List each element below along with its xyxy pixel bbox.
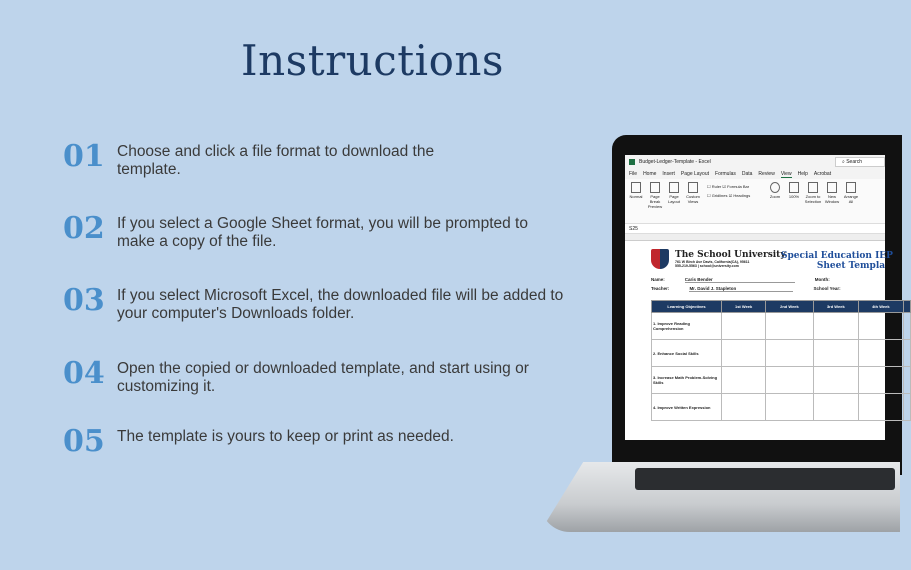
tab-view[interactable]: View [780,170,792,177]
custom-views-button[interactable]: Custom Views [685,182,701,220]
teacher-info [651,286,885,292]
student-info [651,277,885,283]
tab-formulas[interactable]: Formulas [715,171,736,177]
page-break-button[interactable]: Page Break Preview [647,182,663,220]
table-row [652,394,911,421]
search-box[interactable]: ⌕ Search [835,157,885,167]
laptop-keyboard [635,468,895,490]
step-text: If you select Microsoft Excel, the downloaded file will be added to your computer's Downloads folder. [117,287,564,322]
formula-bar[interactable] [625,225,885,234]
step-text: Choose and click a file format to download the template. [117,143,435,178]
header-notes [903,301,910,313]
search-label: Search [846,159,863,165]
objective-cell[interactable]: 3. Increase Math Problem-Solving Skills [652,367,722,394]
objective-cell[interactable]: 1. Improve Reading Comprehension [652,313,722,340]
school-contact: 555-219-5563 | school@university.com [675,264,739,268]
table-row [652,367,911,394]
teacher-label: Teacher: [651,286,670,291]
new-window-button[interactable]: New Window [824,182,840,220]
title-bar [625,155,885,169]
arrange-all-button[interactable]: Arrange All [843,182,859,220]
teacher-value: Mr. David J. Stapleton [689,286,793,292]
zoom-100-button[interactable]: 100% [786,182,802,220]
page-layout-button[interactable]: Page Layout [666,182,682,220]
step-number: 03 [63,283,105,318]
zoom-selection-button[interactable]: Zoom to Selection [805,182,821,220]
name-label: Name: [651,277,665,282]
school-crest-logo [651,249,669,269]
school-address: 761 W Birch Ave Davis, California(CA), 95611 [675,260,750,264]
column-headers [625,234,885,241]
ribbon-tabs [625,169,885,179]
tab-page-layout[interactable]: Page Layout [680,171,710,177]
step-number: 05 [63,424,105,459]
step-text: The template is yours to keep or print as needed. [117,428,454,445]
spreadsheet[interactable] [635,241,893,440]
excel-window [625,155,893,440]
tab-file[interactable]: File [629,171,638,177]
step-text: If you select a Google Sheet format, you will be prompted to make a copy of the file. [117,215,528,250]
page-title: Instructions [241,36,504,85]
header-week-3: 3rd Week [813,301,858,313]
objective-cell[interactable]: 4. Improve Written Expression [652,394,722,421]
gridlines-checkbox[interactable]: ☐ Gridlines ☑ Headings [707,193,751,198]
iep-table [651,300,911,421]
objective-cell[interactable]: 2. Enhance Social Skills [652,340,722,367]
normal-view-button[interactable]: Normal [628,182,644,220]
window-title: Budget-Ledger-Template - Excel [639,159,711,165]
header-objectives: Learning Objectives [652,301,722,313]
document-title: Special Education IEP Sheet Templa [781,251,893,271]
ruler-checkbox[interactable]: ☐ Ruler ☑ Formula Bar [707,184,750,189]
tab-acrobat[interactable]: Acrobat [813,171,832,177]
year-label: School Year: [813,286,841,291]
name-value: Caris Bender [685,277,795,283]
step-number: 01 [63,139,105,174]
tab-insert[interactable]: Insert [662,171,675,177]
excel-icon [629,159,635,165]
table-row [652,340,911,367]
name-box[interactable]: S25 [629,226,638,232]
tab-help[interactable]: Help [797,171,808,177]
step-number: 02 [63,211,105,246]
header-week-1: 1st Week [722,301,766,313]
zoom-button[interactable]: Zoom [767,182,783,220]
ribbon [625,179,885,224]
table-row [652,313,911,340]
tab-data[interactable]: Data [741,171,753,177]
tab-review[interactable]: Review [758,171,775,177]
school-name: The School University [675,250,786,260]
header-week-2: 2nd Week [766,301,813,313]
step-text: Open the copied or downloaded template, and start using or customizing it. [117,360,529,395]
month-label: Month: [814,277,830,282]
tab-home[interactable]: Home [643,171,657,177]
header-week-4: 4th Week [858,301,903,313]
step-number: 04 [63,356,105,391]
show-group [704,182,764,220]
